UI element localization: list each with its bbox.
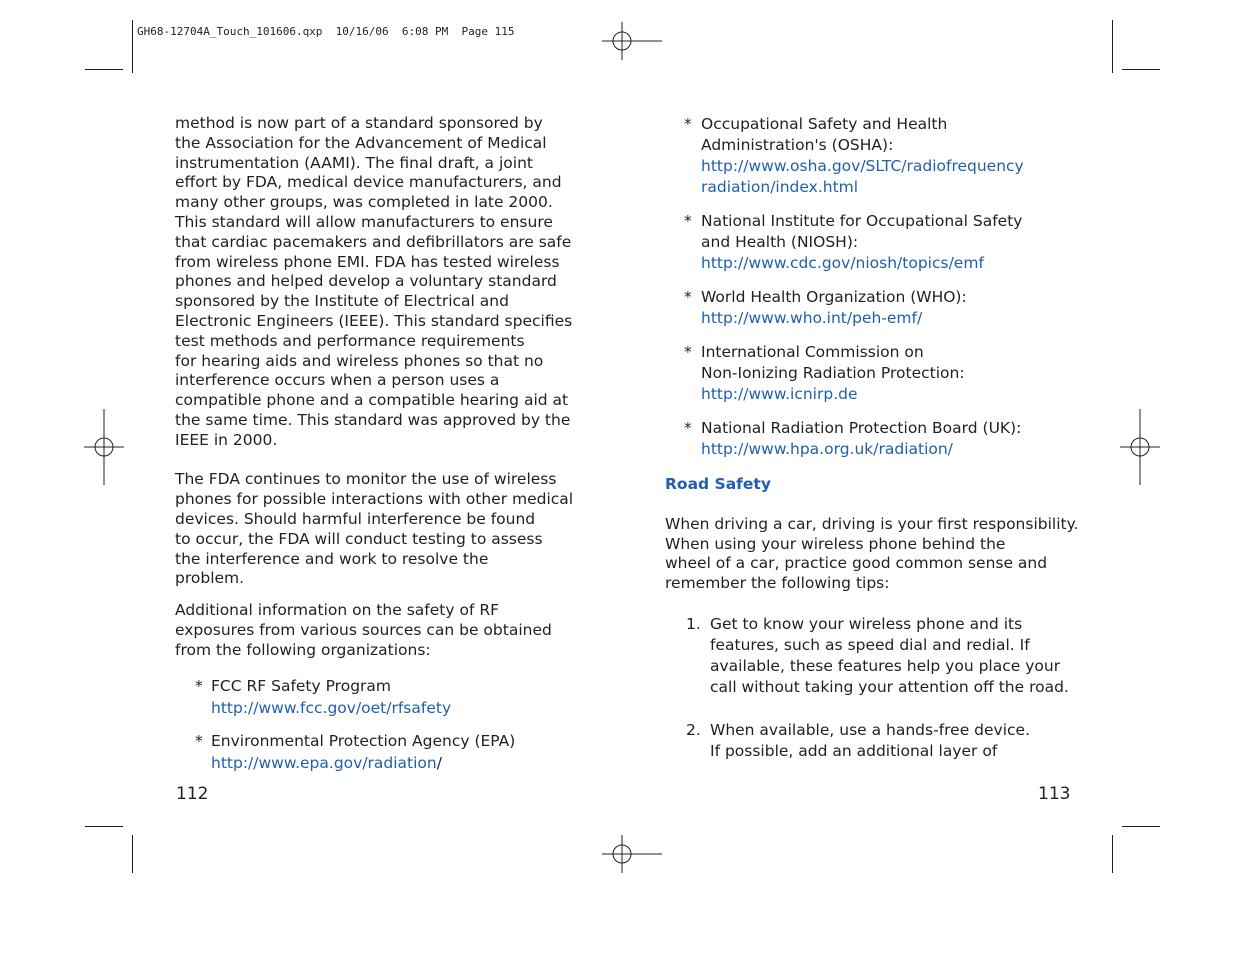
list-item-osha: * Occupational Safety and Health Administration's (OSHA): http://www.osha.gov/SLTC/radiofrequency radiation/index.html bbox=[684, 115, 1024, 196]
icnirp-link[interactable]: http://www.icnirp.de bbox=[701, 385, 858, 403]
org-label: Environmental Protection Agency (EPA) bbox=[211, 731, 516, 750]
registration-mark-right-icon bbox=[1120, 409, 1160, 485]
left-page-column bbox=[175, 114, 595, 774]
fcc-link[interactable]: http://www.fcc.gov/oet/rfsafety bbox=[211, 698, 452, 717]
list-item-niosh: * National Institute for Occupational Safety and Health (NIOSH): http://www.cdc.gov/niosh/topics/emf bbox=[684, 212, 1023, 272]
tip-item-2: 2. When available, use a hands-free device. If possible, add an additional layer of bbox=[686, 720, 1031, 760]
registration-mark-left-icon bbox=[84, 409, 124, 485]
list-item-icnirp: * International Commission on Non-Ionizing Radiation Protection: http://www.icnirp.de bbox=[684, 343, 965, 403]
paragraph-additional-info: Additional information on the safety of RF exposures from various sources can be obtained from the following organizations: bbox=[175, 601, 552, 659]
paragraph-road-safety-intro: When driving a car, driving is your first responsibility. When using your wireless phone behind the wheel of a car, practice good common sense and remember the following tips: bbox=[665, 514, 1079, 593]
road-safety-heading: Road Safety bbox=[665, 475, 771, 493]
paragraph-fda-monitoring: The FDA continues to monitor the use of wireless phones for possible interactions with other medical devices. Should harmful interference be found to occur, the FDA will conduct testing to assess the interference and work to resolve the problem. bbox=[175, 470, 574, 588]
print-slug: GH68-12704A_Touch_101606.qxp 10/16/06 6:08 PM Page 115 bbox=[137, 25, 515, 38]
right-page-column bbox=[665, 114, 1085, 762]
org-label: FCC RF Safety Program bbox=[211, 676, 392, 695]
epa-link[interactable]: http://www.epa.gov/radiation bbox=[211, 753, 437, 772]
registration-mark-top-icon bbox=[602, 22, 662, 60]
page-number-left: 112 bbox=[176, 784, 209, 804]
list-item-fcc: * FCC RF Safety Program http://www.fcc.gov/oet/rfsafety bbox=[195, 676, 452, 717]
list-item-nrpb: * National Radiation Protection Board (UK): http://www.hpa.org.uk/radiation/ bbox=[684, 419, 1022, 458]
osha-link[interactable]: http://www.osha.gov/SLTC/radiofrequency radiation/index.html bbox=[701, 157, 1024, 196]
list-item-epa: * Environmental Protection Agency (EPA) http://www.epa.gov/radiation/ bbox=[195, 731, 516, 772]
page-number-right: 113 bbox=[1038, 784, 1071, 804]
tip-item-1: 1. Get to know your wireless phone and its features, such as speed dial and redial. If available, these features help you place your call without taking your attention off the road. bbox=[686, 614, 1069, 696]
niosh-link[interactable]: http://www.cdc.gov/niosh/topics/emf bbox=[701, 254, 984, 272]
list-item-who: * World Health Organization (WHO): http://www.who.int/peh-emf/ bbox=[684, 288, 967, 327]
registration-mark-bottom-icon bbox=[602, 835, 662, 873]
nrpb-link[interactable]: http://www.hpa.org.uk/radiation/ bbox=[701, 440, 953, 458]
who-link[interactable]: http://www.who.int/peh-emf/ bbox=[701, 309, 923, 327]
paragraph-aami-standard: method is now part of a standard sponsored by the Association for the Advancement of Medical instrumentation (AAMI). The final draft, a joint effort by FDA, medical device manufacturers, and many other groups, was completed in late 2000. This standard will allow manufacturers to ensure that cardiac pacemakers and defibrillators are safe from wireless phone EMI. FDA has tested wireless phones and helped develop a voluntary standard sponsored by the Institute of Electrical and Electronic Engineers (IEEE). This standard specifies test methods and performance requirements for hearing aids and wireless phones so that no interference occurs when a person uses a compatible phone and a compatible hearing aid at the same time. This standard was approved by the IEEE in 2000. bbox=[175, 114, 573, 449]
